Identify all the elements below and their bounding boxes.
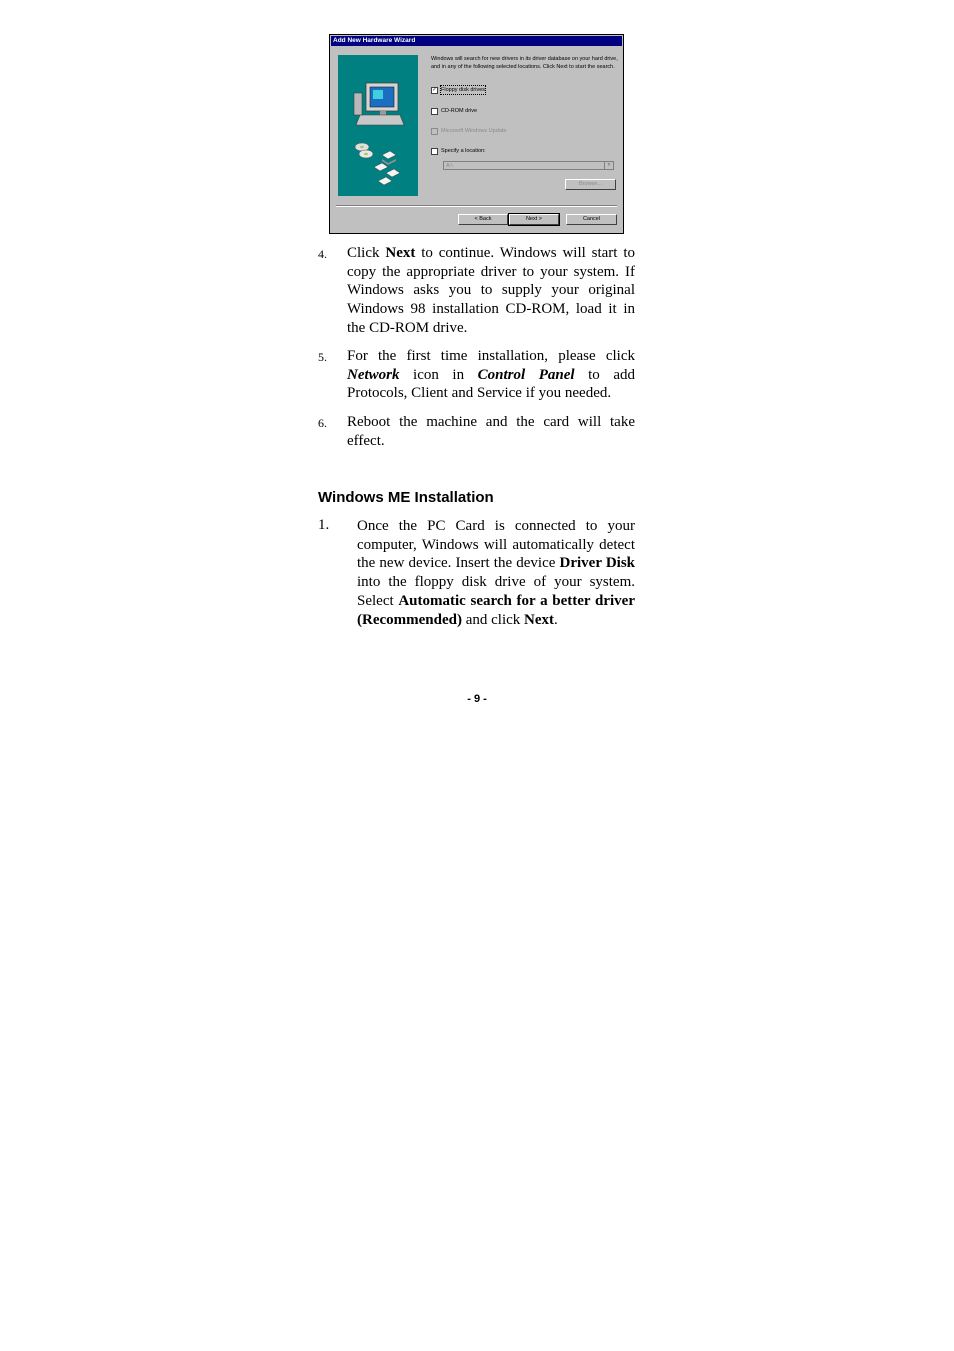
wizard-intro-text: Windows will search for new drivers in its driver database on your hard drive, and in any of the following selected locations. Click Next to start the search. bbox=[431, 56, 618, 70]
windows-update-option bbox=[431, 127, 506, 135]
add-new-hardware-wizard-dialog bbox=[329, 34, 624, 234]
floppy-disk-icon bbox=[374, 151, 400, 185]
browse-button: Browse... bbox=[565, 179, 616, 190]
back-button[interactable]: < Back bbox=[458, 214, 508, 225]
computer-icon bbox=[354, 83, 404, 125]
floppy-disk-option[interactable] bbox=[431, 86, 485, 94]
cd-disk-icon bbox=[355, 143, 373, 158]
dialog-divider bbox=[336, 205, 617, 207]
step-number: 1. bbox=[318, 517, 330, 533]
wizard-illustration bbox=[338, 55, 418, 196]
dialog-title: Add New Hardware Wizard bbox=[331, 36, 622, 46]
floppy-option-label: Floppy disk drives bbox=[441, 87, 486, 93]
wizard-illustration-panel bbox=[338, 55, 418, 196]
step-number: 6. bbox=[318, 416, 327, 430]
step-text: For the first time installation, please click Network icon in Control Panel to add Protocols, Client and Service if you needed. bbox=[347, 348, 635, 402]
specify-location-label: Specify a location: bbox=[441, 148, 486, 154]
location-value: A:\ bbox=[446, 163, 453, 169]
windows-update-option-label: Microsoft Windows Update bbox=[441, 128, 507, 134]
cancel-button[interactable]: Cancel bbox=[566, 214, 617, 225]
chevron-down-icon: ▼ bbox=[604, 162, 613, 169]
cdrom-option-label: CD-ROM drive bbox=[441, 108, 478, 114]
step-text: Once the PC Card is connected to your computer, Windows will automatically detect the new device. Insert the device Driver Disk into the floppy disk drive of your system. Select Automatic search for a better driver (Recommended) and click Next. bbox=[357, 518, 635, 628]
cdrom-option[interactable] bbox=[431, 107, 477, 115]
location-combobox bbox=[443, 161, 614, 170]
cdrom-checkbox[interactable] bbox=[431, 108, 438, 115]
specify-location-option[interactable] bbox=[431, 147, 486, 155]
specify-location-checkbox[interactable] bbox=[431, 148, 438, 155]
step-text: Click Next to continue. Windows will start to copy the appropriate driver to your system. If Windows asks you to supply your original Windows 98 installation CD-ROM, load it in the CD-ROM drive. bbox=[347, 245, 635, 336]
step-number: 4. bbox=[318, 247, 327, 261]
step-text: Reboot the machine and the card will take effect. bbox=[347, 414, 635, 449]
windows-update-checkbox bbox=[431, 128, 438, 135]
step-number: 5. bbox=[318, 350, 327, 364]
floppy-checkbox[interactable]: ✓ bbox=[432, 86, 437, 93]
next-button[interactable]: Next > bbox=[509, 214, 559, 225]
section-heading: Windows ME Installation bbox=[318, 489, 494, 506]
page-number: - 9 - bbox=[467, 693, 487, 705]
